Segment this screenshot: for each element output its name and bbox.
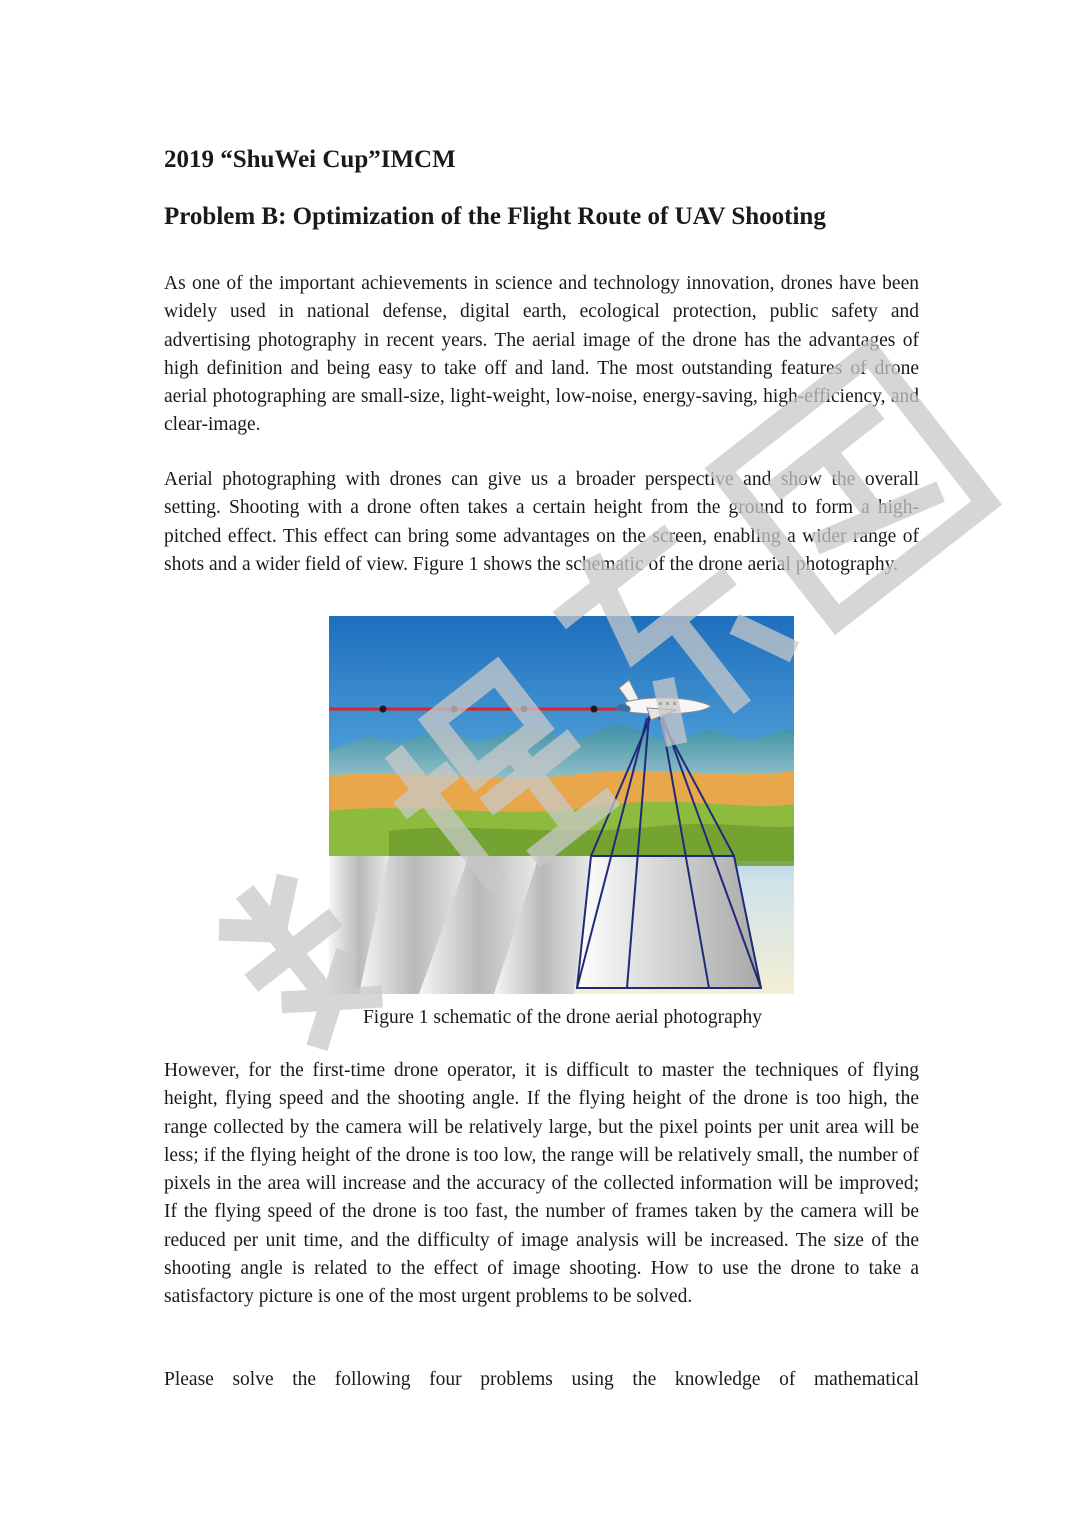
drone-photography-illustration: [329, 616, 794, 994]
paragraph-intro: As one of the important achievements in science and technology innovation, drones have been widely used in national defense, digital earth, ecological protection, public safety and advertising photography in recent years. The aerial image of the drone has the advantages of high definition and being easy to take off and land. The most outstanding features of drone aerial photographing are small-size, light-weight, low-noise, energy-saving, high-efficiency, and clear-image.: [164, 273, 919, 436]
figure-drone-photography: [329, 616, 794, 994]
problem-title: Problem B: Optimization of the Flight Route of UAV Shooting: [164, 203, 826, 230]
contest-title: 2019 “ShuWei Cup”IMCM: [164, 146, 456, 173]
paragraph-operator-challenges: However, for the first-time drone operator, it is difficult to master the techniques of flying height, flying speed and the shooting angle. If the flying height of the drone is too high, the range collected by the camera will be relatively large, but the pixel points per unit area will be less; if the flying height of the drone is too low, the range will be relatively small, the number of pixels in the area will increase and the accuracy of the collected information will be improved; If the flying speed of the drone is too fast, the number of frames taken by the camera will be reduced per unit time, and the difficulty of image analysis will be increased. The size of the shooting angle is related to the effect of image shooting. How to use the drone to take a satisfactory picture is one of the most urgent problems to be solved.: [164, 1060, 919, 1308]
paragraph-problems-intro: Please solve the following four problems using the knowledge of mathematical: [164, 1369, 919, 1390]
camera-footprint: [577, 856, 761, 988]
figure-caption: Figure 1 schematic of the drone aerial photography: [362, 1007, 763, 1028]
paragraph-perspective: Aerial photographing with drones can give us a broader perspective and show the overall setting. Shooting with a drone often takes a certain height from the ground to form a high-pitched effect. This effect can bring some advantages on the screen, enabling a wider range of shots and a wider field of view. Figure 1 shows the schematic of the drone aerial photography.: [164, 469, 919, 575]
